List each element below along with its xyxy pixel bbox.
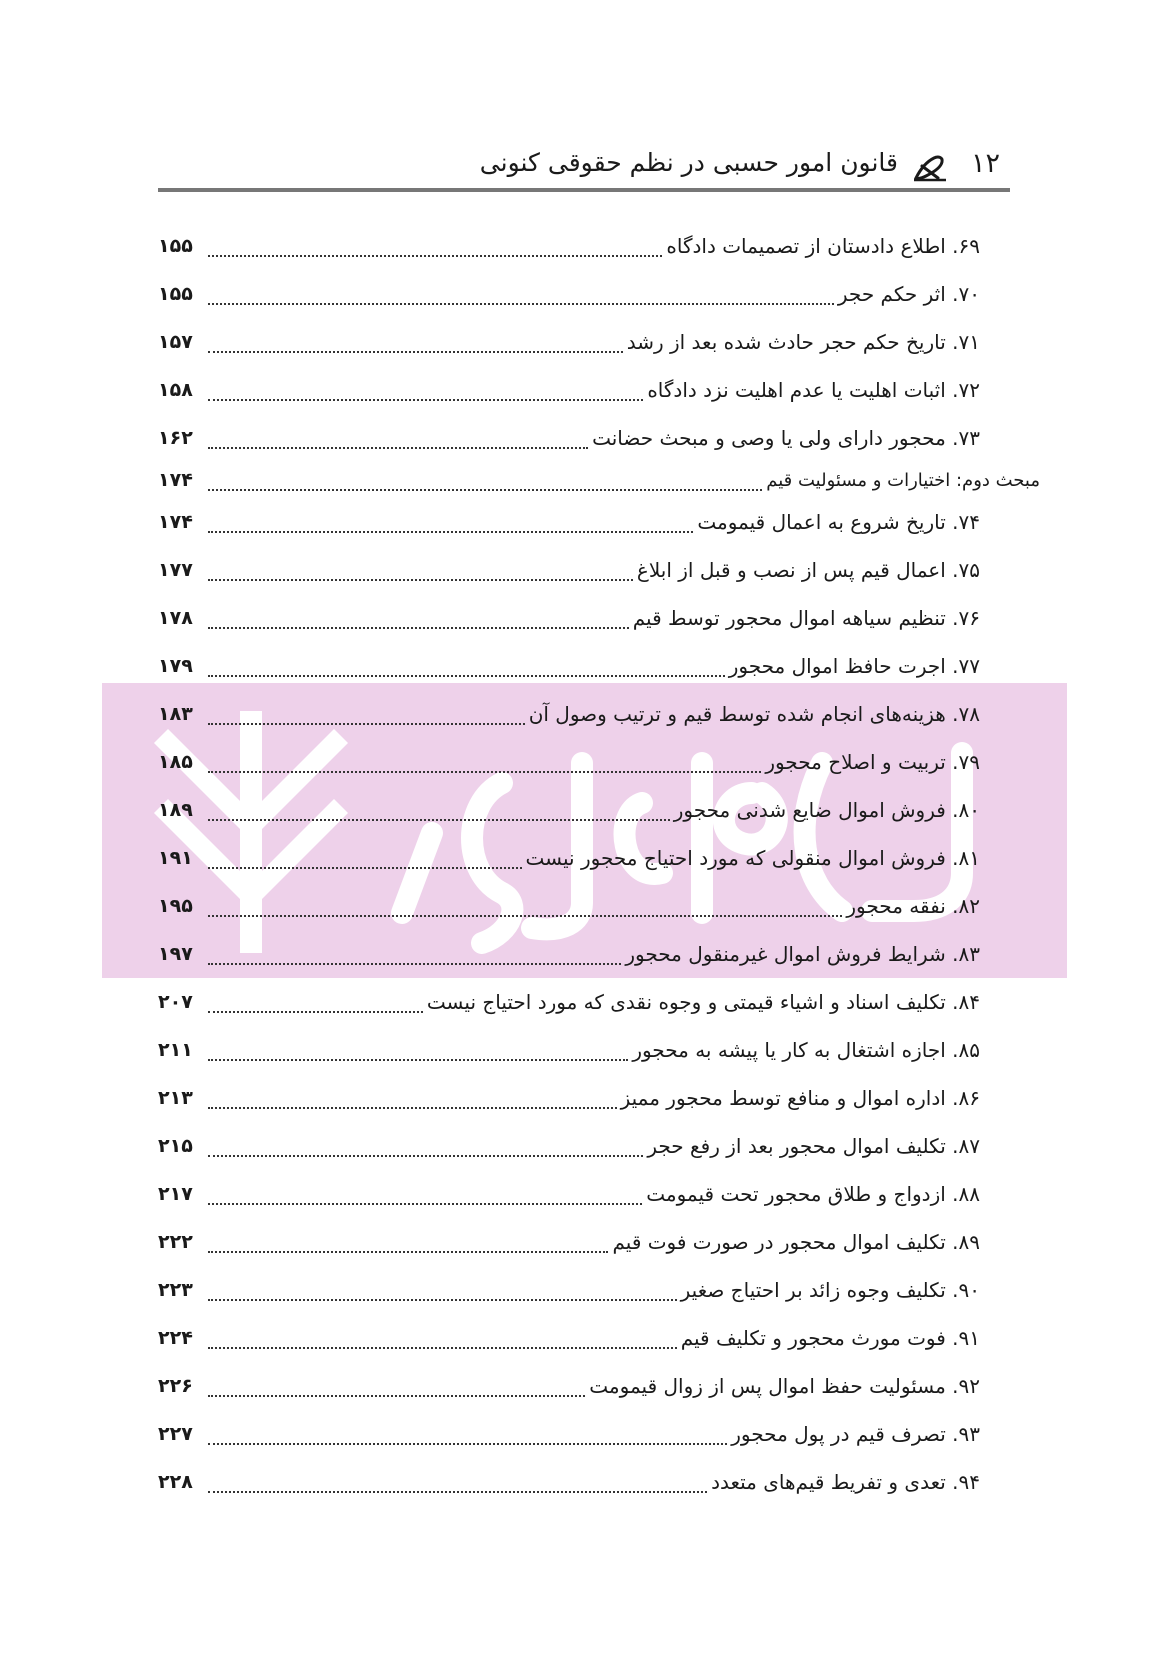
toc-entry-title: مبحث دوم: اختیارات و مسئولیت قیم xyxy=(766,469,1040,491)
toc-entry xyxy=(158,1170,980,1218)
toc-entry-title: ۹۴. تعدی و تفریط قیم‌های متعدد xyxy=(711,1470,980,1494)
toc-entry xyxy=(158,270,980,318)
toc-entry xyxy=(158,978,980,1026)
toc-entry-title: ۸۰. فروش اموال ضایع شدنی محجور xyxy=(673,798,980,822)
toc-entry xyxy=(158,1314,980,1362)
toc-entry xyxy=(158,882,980,930)
toc-entry-title: ۸۹. تکلیف اموال محجور در صورت فوت قیم xyxy=(612,1230,980,1254)
toc-entry-page: ۲۲۲ xyxy=(158,1231,193,1253)
toc-entry-page: ۱۸۳ xyxy=(158,703,193,725)
toc-entry xyxy=(158,642,980,690)
toc-entry-page: ۱۷۹ xyxy=(158,655,193,677)
toc-entry xyxy=(158,1410,980,1458)
dot-leader xyxy=(208,337,623,353)
dot-leader xyxy=(208,1141,643,1157)
dot-leader xyxy=(208,1477,707,1493)
toc-entry-title: ۷۸. هزینه‌های انجام شده توسط قیم و ترتیب وصول آن xyxy=(528,702,980,726)
toc-entry-page: ۱۹۷ xyxy=(158,943,193,965)
toc-entry xyxy=(158,786,980,834)
toc-entry xyxy=(158,594,980,642)
toc-entry-page: ۱۷۴ xyxy=(158,511,193,533)
toc-entry-title: ۷۴. تاریخ شروع به اعمال قیمومت xyxy=(697,510,980,534)
dot-leader xyxy=(208,901,842,917)
toc-entry xyxy=(158,1026,980,1074)
dot-leader xyxy=(208,433,588,449)
toc-entry-page: ۲۱۱ xyxy=(158,1039,193,1061)
toc-entry-page: ۲۲۳ xyxy=(158,1279,193,1301)
table-of-contents xyxy=(158,222,1040,1506)
toc-entry-page: ۱۷۷ xyxy=(158,559,193,581)
toc-entry-title: ۹۰. تکلیف وجوه زائد بر احتیاج صغیر xyxy=(680,1278,980,1302)
toc-entry-title: ۷۲. اثبات اهلیت یا عدم اهلیت نزد دادگاه xyxy=(647,378,980,402)
dot-leader xyxy=(208,1093,617,1109)
toc-entry-title: ۷۵. اعمال قیم پس از نصب و قبل از ابلاغ xyxy=(636,558,980,582)
toc-entry-page: ۱۵۷ xyxy=(158,331,193,353)
toc-entry-page: ۲۲۶ xyxy=(158,1375,193,1397)
toc-entry-page: ۱۶۲ xyxy=(158,427,193,449)
toc-entry-page: ۲۱۵ xyxy=(158,1135,193,1157)
toc-entry-page: ۱۵۸ xyxy=(158,379,193,401)
header-divider xyxy=(158,188,1010,192)
toc-entry xyxy=(158,414,980,462)
dot-leader xyxy=(208,1045,628,1061)
toc-entry-page: ۲۲۷ xyxy=(158,1423,193,1445)
dot-leader xyxy=(208,757,761,773)
toc-entry xyxy=(158,690,980,738)
dot-leader xyxy=(208,1333,677,1349)
pen-nib-icon xyxy=(912,152,948,182)
toc-entry-page: ۱۷۸ xyxy=(158,607,193,629)
toc-entry-title: ۷۹. تربیت و اصلاح محجور xyxy=(765,750,980,774)
toc-entry xyxy=(158,1122,980,1170)
toc-entry-title: ۸۸. ازدواج و طلاق محجور تحت قیمومت xyxy=(646,1182,980,1206)
dot-leader xyxy=(208,805,670,821)
toc-entry-title: ۷۶. تنظیم سیاهه اموال محجور توسط قیم xyxy=(632,606,980,630)
toc-entry-title: ۸۴. تکلیف اسناد و اشیاء قیمتی و وجوه نقدی که مورد احتیاج نیست xyxy=(426,990,980,1014)
toc-entry-title: ۸۷. تکلیف اموال محجور بعد از رفع حجر xyxy=(647,1134,980,1158)
toc-entry-title: ۸۵. اجازه اشتغال به کار یا پیشه به محجور xyxy=(632,1038,980,1062)
dot-leader xyxy=(208,661,725,677)
toc-entry xyxy=(158,1074,980,1122)
toc-entry-title: ۸۲. نفقه محجور xyxy=(846,894,980,918)
toc-entry xyxy=(158,318,980,366)
toc-entry-page: ۱۸۹ xyxy=(158,799,193,821)
toc-entry-title: ۷۰. اثر حکم حجر xyxy=(837,282,980,306)
toc-entry-page: ۲۲۸ xyxy=(158,1471,193,1493)
dot-leader xyxy=(208,949,621,965)
dot-leader xyxy=(208,1237,608,1253)
toc-entry xyxy=(158,498,980,546)
toc-entry xyxy=(158,222,980,270)
dot-leader xyxy=(208,241,662,257)
toc-entry-page: ۲۰۷ xyxy=(158,991,193,1013)
dot-leader xyxy=(208,1189,642,1205)
running-header xyxy=(158,140,1010,186)
toc-entry xyxy=(158,834,980,882)
toc-entry-title: ۷۳. محجور دارای ولی یا وصی و مبحث حضانت xyxy=(592,426,980,450)
dot-leader xyxy=(208,1381,585,1397)
toc-entry-title: ۹۲. مسئولیت حفظ اموال پس از زوال قیمومت xyxy=(589,1374,980,1398)
page-number: ۱۲ xyxy=(970,148,1000,179)
dot-leader xyxy=(208,997,423,1013)
toc-entry-title: ۶۹. اطلاع دادستان از تصمیمات دادگاه xyxy=(666,234,980,258)
toc-entry-page: ۱۵۵ xyxy=(158,235,193,257)
toc-entry-title: ۸۶. اداره اموال و منافع توسط محجور ممیز xyxy=(620,1086,980,1110)
toc-entry-title: ۸۳. شرایط فروش اموال غیرمنقول محجور xyxy=(625,942,980,966)
toc-entry xyxy=(158,930,980,978)
toc-entry-title: ۷۷. اجرت حافظ اموال محجور xyxy=(728,654,980,678)
toc-entry xyxy=(158,546,980,594)
dot-leader xyxy=(208,1285,677,1301)
toc-entry xyxy=(158,1362,980,1410)
book-title: قانون امور حسبی در نظم حقوقی کنونی xyxy=(479,148,898,177)
toc-entry-page: ۲۱۷ xyxy=(158,1183,193,1205)
toc-entry-page: ۲۱۳ xyxy=(158,1087,193,1109)
toc-entry-page: ۱۵۵ xyxy=(158,283,193,305)
dot-leader xyxy=(208,565,633,581)
toc-entry-page: ۱۸۵ xyxy=(158,751,193,773)
toc-section-heading xyxy=(158,462,1040,498)
toc-entry-page: ۱۷۴ xyxy=(158,469,193,491)
toc-entry xyxy=(158,366,980,414)
dot-leader xyxy=(208,1429,727,1445)
toc-entry xyxy=(158,738,980,786)
toc-entry-page: ۱۹۱ xyxy=(158,847,193,869)
dot-leader xyxy=(208,385,643,401)
dot-leader xyxy=(208,475,762,491)
toc-entry xyxy=(158,1218,980,1266)
dot-leader xyxy=(208,613,629,629)
toc-entry-page: ۱۹۵ xyxy=(158,895,193,917)
toc-entry-title: ۷۱. تاریخ حکم حجر حادث شده بعد از رشد xyxy=(626,330,980,354)
dot-leader xyxy=(208,517,693,533)
toc-entry-page: ۲۲۴ xyxy=(158,1327,193,1349)
toc-entry-title: ۹۳. تصرف قیم در پول محجور xyxy=(731,1422,980,1446)
toc-entry-title: ۸۱. فروش اموال منقولی که مورد احتیاج محجور نیست xyxy=(525,846,980,870)
toc-entry-title: ۹۱. فوت مورث محجور و تکلیف قیم xyxy=(680,1326,980,1350)
dot-leader xyxy=(208,289,834,305)
toc-entry xyxy=(158,1266,980,1314)
dot-leader xyxy=(208,709,525,725)
toc-entry xyxy=(158,1458,980,1506)
dot-leader xyxy=(208,853,522,869)
